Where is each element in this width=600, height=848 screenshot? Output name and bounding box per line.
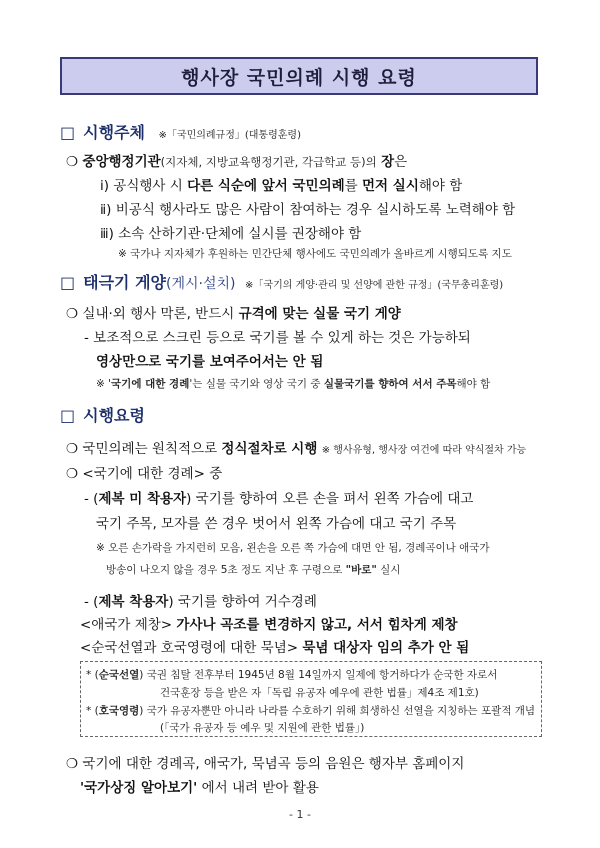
section-2-title: 태극기 게양 bbox=[83, 273, 166, 292]
section-3-title: 시행요령 bbox=[83, 406, 145, 425]
text-bold: 묵념 대상자 임의 추가 안 됨 bbox=[302, 640, 470, 656]
bullet-icon: ❍ bbox=[66, 306, 79, 322]
s3-note-2 bbox=[106, 562, 400, 577]
s3-line-5 bbox=[84, 590, 317, 610]
section-1-title: 시행주체 bbox=[83, 123, 145, 142]
section-2-ref: ※「국기의 게양·관리 및 선양에 관한 규정」(국무총리훈령) bbox=[245, 280, 504, 291]
text-bold: 장 bbox=[381, 154, 395, 170]
text: (지자체, 지방교육행정기관, 각급학교 등)의 bbox=[160, 155, 377, 169]
text: <국기에 대한 경례> 중 bbox=[82, 466, 223, 482]
text: ) 국권 침탈 전후부터 1945년 8월 14일까지 일제에 항거하다가 순국한 자로서 bbox=[139, 669, 498, 681]
bullet-icon: ❍ bbox=[66, 154, 79, 170]
text: 국기에 대한 경례곡, 애국가, 묵념곡 등의 음원은 행자부 홈페이지 bbox=[82, 756, 465, 772]
text: 방송이 나오지 않을 경우 5초 정도 지난 후 구령으로 bbox=[106, 564, 343, 576]
text-bold: 다른 식순에 앞서 국민의례 bbox=[187, 178, 345, 194]
text-bold: 국기에 대한 경례 bbox=[111, 378, 190, 390]
text-bold: 순국선열 bbox=[98, 669, 140, 681]
text: 국민의례는 원칙적으로 bbox=[82, 441, 218, 457]
text: 실내·외 행사 막론, 반드시 bbox=[82, 306, 235, 322]
text: - ( bbox=[84, 491, 99, 507]
text-bold: "바로" bbox=[345, 564, 377, 576]
s2-line-2: - 보조적으로 스크린 등으로 국기를 볼 수 있게 하는 것은 가능하되 bbox=[84, 330, 471, 346]
s1-item-2: ⅱ) 비공식 행사라도 많은 사람이 참여하는 경우 실시하도록 노력해야 함 bbox=[100, 202, 516, 218]
text: 를 bbox=[344, 178, 358, 194]
text: ) 국가 유공자뿐만 아니라 나라를 수호하기 위해 희생하신 선열을 지칭하는 포괄적 개념 bbox=[139, 705, 536, 717]
section-box-icon: □ bbox=[60, 123, 76, 142]
section-box-icon: □ bbox=[60, 273, 76, 292]
section-1-heading bbox=[60, 120, 301, 143]
text-bold: 제복 착용자 bbox=[98, 594, 169, 610]
text: ) 국기를 향하여 거수경례 bbox=[168, 594, 317, 610]
s1-note: ※ 국가나 지자체가 후원하는 민간단체 행사에도 국민의례가 올바르게 시행되도록 지도 bbox=[118, 248, 512, 260]
text: - ( bbox=[84, 594, 99, 610]
s3-line-7 bbox=[80, 636, 469, 656]
s3-line-9 bbox=[80, 776, 319, 796]
text-bold: '국가상징 알아보기' bbox=[80, 780, 198, 796]
text-bold: 정식절차로 시행 bbox=[221, 441, 318, 457]
bullet-icon: ❍ bbox=[66, 756, 79, 772]
text-bold: 중앙행정기관 bbox=[82, 154, 161, 170]
page-title: 행사장 국민의례 시행 요령 bbox=[60, 57, 538, 95]
text-bold: 호국영령 bbox=[98, 705, 140, 717]
text: ) 국기를 향하여 오른 손을 펴서 왼쪽 가슴에 대고 bbox=[186, 491, 474, 507]
text: * ( bbox=[86, 669, 99, 681]
note-inline: ※ 행사유형, 행사장 여건에 따라 약식절차 가능 bbox=[321, 445, 527, 456]
s1-item-1 bbox=[100, 174, 462, 194]
text: <애국가 제창> bbox=[80, 617, 173, 633]
box-line-4: (「국가 유공자 등 예우 및 지원에 관한 법률」) bbox=[160, 722, 365, 734]
section-2-paren: (게시·설치) bbox=[165, 276, 236, 292]
text: 실시 bbox=[380, 564, 401, 576]
text: 은 bbox=[394, 154, 408, 170]
text: ⅰ) 공식행사 시 bbox=[100, 178, 183, 194]
s3-line-6 bbox=[80, 613, 458, 633]
s2-line-3: 영상만으로 국기를 보여주어서는 안 됨 bbox=[96, 354, 324, 370]
text-bold: 실물국기를 향하여 서서 주목 bbox=[323, 378, 457, 390]
section-box-icon: □ bbox=[60, 406, 76, 425]
box-line-2: 건국훈장 등을 받은 자「독립 유공자 예우에 관한 법률」제4조 제1호) bbox=[160, 687, 479, 699]
s3-line-4: 국기 주목, 모자를 쓴 경우 벗어서 왼쪽 가슴에 대고 국기 주목 bbox=[96, 516, 457, 532]
s2-line-1 bbox=[66, 302, 401, 322]
s3-line-1 bbox=[66, 437, 526, 457]
s3-line-3 bbox=[84, 487, 473, 507]
text-bold: 규격에 맞는 실물 국기 게양 bbox=[238, 306, 401, 322]
s3-line-8 bbox=[66, 752, 464, 772]
s1-item-3: ⅲ) 소속 산하기관·단체에 실시를 권장해야 함 bbox=[100, 226, 362, 242]
section-1-ref: ※「국민의례규정」(대통령훈령) bbox=[158, 130, 301, 141]
text-bold: 제복 미 착용자 bbox=[98, 491, 187, 507]
text-bold: 가사나 곡조를 변경하지 않고, 서서 힘차게 제창 bbox=[176, 617, 458, 633]
s2-note bbox=[96, 376, 490, 391]
s3-line-2 bbox=[66, 462, 222, 482]
section-2-heading bbox=[60, 270, 503, 293]
text-bold: 먼저 실시 bbox=[362, 178, 419, 194]
box-line-1 bbox=[86, 667, 497, 682]
bullet-icon: ❍ bbox=[66, 466, 79, 482]
text: 해야 함 bbox=[456, 378, 491, 390]
text: * ( bbox=[86, 705, 99, 717]
box-line-3 bbox=[86, 703, 535, 718]
text: '는 실물 국기와 영상 국기 중 bbox=[189, 378, 321, 390]
text: <순국선열과 호국영령에 대한 묵념> bbox=[80, 640, 299, 656]
s3-note-1: ※ 오른 손가락을 가지런히 모음, 왼손을 오른 쪽 가슴에 대면 안 됨, 경례곡이나 애국가 bbox=[96, 542, 490, 554]
text: 에서 내려 받아 활용 bbox=[201, 780, 319, 796]
section-3-heading bbox=[60, 403, 145, 426]
text: 해야 함 bbox=[418, 178, 463, 194]
bullet-icon: ❍ bbox=[66, 441, 79, 457]
text: ※ ' bbox=[96, 378, 112, 390]
s1-line-1 bbox=[66, 150, 407, 170]
page-number: - 1 - bbox=[289, 808, 311, 821]
